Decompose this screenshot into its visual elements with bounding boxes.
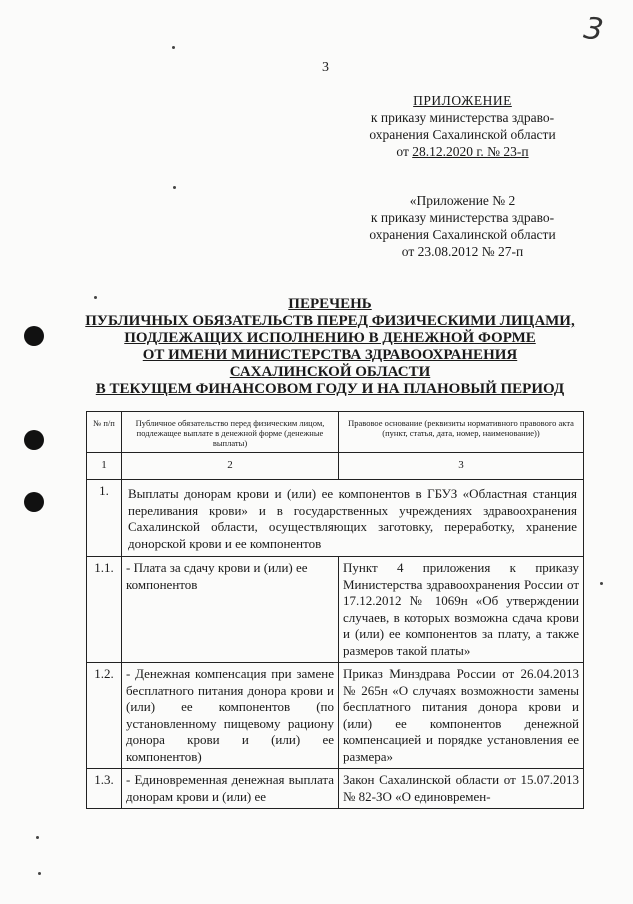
- scan-speck: [600, 582, 603, 585]
- row-obligation: - Денежная компенсация при замене бесплатного питания донора крови и (или) ее компонентов (по установленному пищевому рациону донора крови и (или) ее компонентов): [122, 663, 339, 769]
- table-row: [87, 663, 584, 769]
- punch-hole: [24, 430, 44, 450]
- appendix-date-value: 28.12.2020 г. № 23-п: [412, 144, 529, 159]
- row-basis: Приказ Минздрава России от 26.04.2013 № 265н «О случаях возможности замены бесплатного питания донора крови и (или) ее компонентов денежной компенсацией и порядке установления ее размера»: [339, 663, 584, 769]
- row-num: 1.3.: [87, 769, 122, 809]
- prev-appendix-line4: от 23.08.2012 № 27-п: [401, 244, 524, 259]
- section-row: [87, 480, 584, 557]
- title-line2: ПУБЛИЧНЫХ ОБЯЗАТЕЛЬСТВ ПЕРЕД ФИЗИЧЕСКИМИ ЛИЦАМИ,: [85, 313, 575, 329]
- appendix-line1: к приказу министерства здраво-: [370, 110, 555, 125]
- title-line4: ОТ ИМЕНИ МИНИСТЕРСТВА ЗДРАВООХРАНЕНИЯ: [142, 347, 518, 363]
- column-number: 2: [122, 453, 339, 480]
- previous-appendix-block: [350, 192, 575, 260]
- appendix-line2: охранения Сахалинской области: [369, 127, 556, 142]
- header-num: № п/п: [87, 412, 122, 453]
- punch-hole: [24, 492, 44, 512]
- scan-speck: [36, 836, 39, 839]
- scan-speck: [38, 872, 41, 875]
- scan-speck: [172, 46, 175, 49]
- header-obligation: Публичное обязательство перед физическим лицом, подлежащее выплате в денежной форме (денежные выплаты): [122, 412, 339, 453]
- prev-appendix-line2: к приказу министерства здраво-: [370, 210, 555, 225]
- table-header-row: [87, 412, 584, 453]
- title-line3: ПОДЛЕЖАЩИХ ИСПОЛНЕНИЮ В ДЕНЕЖНОЙ ФОРМЕ: [124, 330, 536, 346]
- scan-speck: [173, 186, 176, 189]
- row-obligation: - Плата за сдачу крови и (или) ее компонентов: [122, 557, 339, 663]
- header-basis: Правовое основание (реквизиты нормативного правового акта (пункт, статья, дата, номер, наименование)): [339, 412, 584, 453]
- appendix-block: [355, 92, 570, 160]
- prev-appendix-line1: «Приложение № 2: [409, 193, 516, 208]
- row-num: 1.2.: [87, 663, 122, 769]
- handwritten-page-mark: 3: [581, 10, 606, 49]
- title-line5: САХАЛИНСКОЙ ОБЛАСТИ: [229, 364, 431, 380]
- obligations-table: [86, 411, 584, 809]
- column-number-row: [87, 453, 584, 480]
- row-num: 1.1.: [87, 557, 122, 663]
- row-basis: Закон Сахалинской области от 15.07.2013 № 82-ЗО «О единовремен-: [339, 769, 584, 809]
- punch-hole: [24, 326, 44, 346]
- column-number: 1: [87, 453, 122, 480]
- prev-appendix-line3: охранения Сахалинской области: [369, 227, 556, 242]
- row-basis: Пункт 4 приложения к приказу Министерства здравоохранения России от 17.12.2012 № 1069н «Об утверждении случаев, в которых возможна сдача крови и (или) ее компонентов за плату, а также размеров такой платы»: [339, 557, 584, 663]
- row-obligation: - Единовременная денежная выплата донорам крови и (или) ее: [122, 769, 339, 809]
- title-line1: ПЕРЕЧЕНЬ: [288, 296, 372, 312]
- appendix-date-prefix: от: [396, 144, 409, 159]
- appendix-date: [355, 143, 570, 160]
- scan-speck: [94, 296, 97, 299]
- column-number: 3: [339, 453, 584, 480]
- title-line6: В ТЕКУЩЕМ ФИНАНСОВОМ ГОДУ И НА ПЛАНОВЫЙ ПЕРИОД: [95, 381, 565, 397]
- table-row: [87, 557, 584, 663]
- appendix-heading: ПРИЛОЖЕНИЕ: [413, 93, 512, 108]
- page-number: 3: [322, 60, 329, 75]
- document-title: [60, 296, 600, 398]
- section-text: Выплаты донорам крови и (или) ее компонентов в ГБУЗ «Областная станция переливания крови» и в государственных учреждениях здравоохранения Сахалинской области, осуществляющих заготовку, переработку, хранение донорской крови и ее компонентов: [122, 480, 584, 557]
- table-row: [87, 769, 584, 809]
- section-num: 1.: [87, 480, 122, 557]
